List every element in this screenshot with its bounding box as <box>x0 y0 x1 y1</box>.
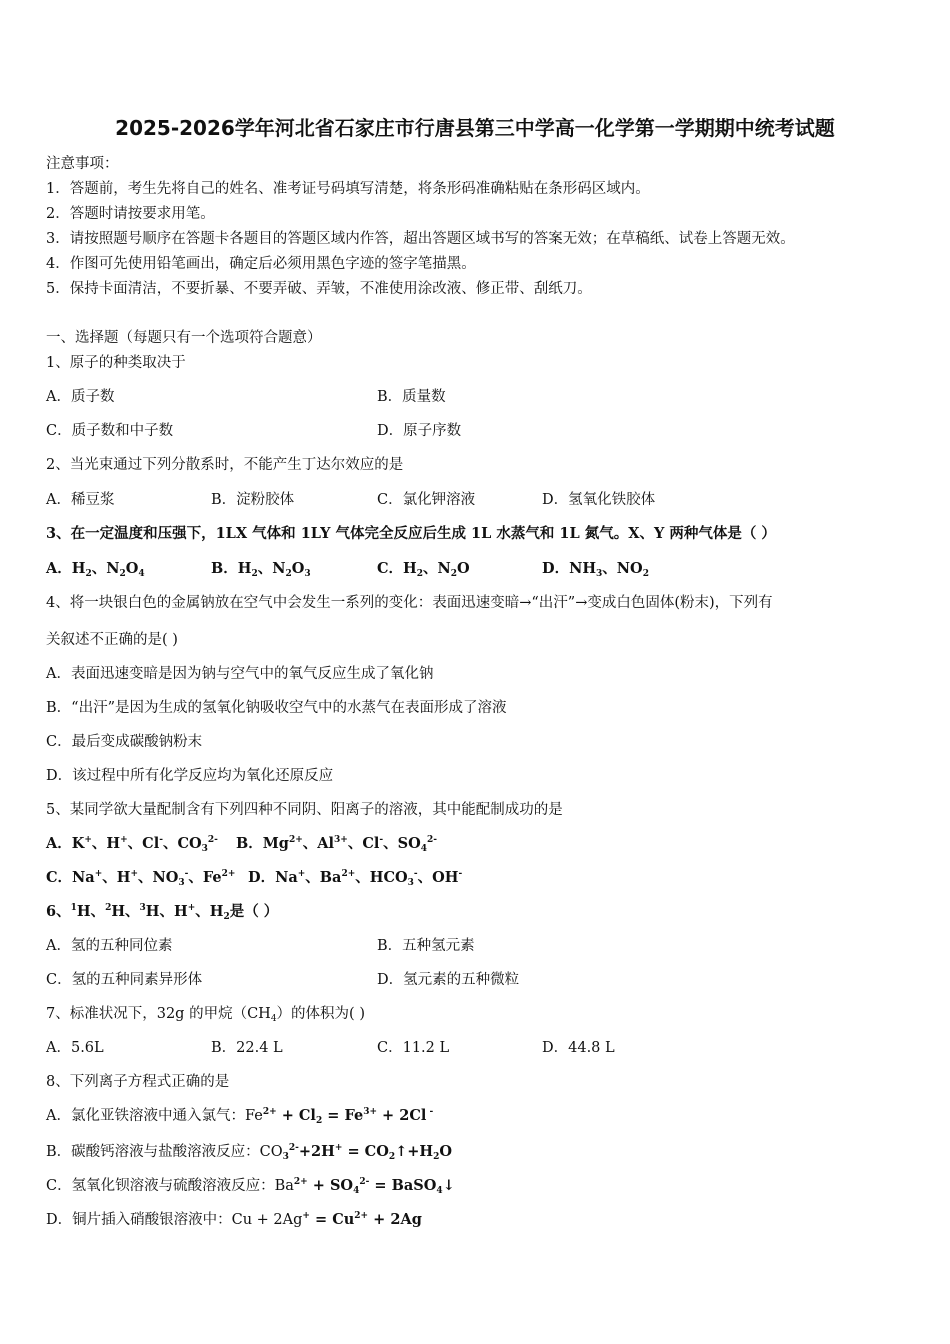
q6-option-c: C．氢的五种同素异形体 <box>46 972 203 988</box>
q8-option-a: A．氯化亚铁溶液中通入氯气：$Fe^{2+} + Cl_2 = Fe^{3+} + 2Cl$ - <box>46 1107 434 1126</box>
q6-option-a: A．氢的五种同位素 <box>46 938 173 954</box>
q4-option-c: C．最后变成碳酸钠粉末 <box>46 734 203 750</box>
q4-option-a: A．表面迅速变暗是因为钠与空气中的氧气反应生成了氧化钠 <box>46 666 434 682</box>
q7-option-b: B．22.4 L <box>211 1040 283 1056</box>
section-heading: 一、选择题（每题只有一个选项符合题意） <box>46 330 322 346</box>
notice-item: 3．请按照题号顺序在答题卡各题目的答题区域内作答，超出答题区域书写的答案无效；在草稿纸、试卷上答题无效。 <box>46 231 795 247</box>
q8-option-c: C．氢氧化钡溶液与硫酸溶液反应：$Ba^{2+} + SO_4^{2-}$ = BaSO$_4$↓ <box>46 1177 455 1196</box>
q2-option-d: D．氢氧化铁胶体 <box>542 492 656 508</box>
q7-option-a: A．5.6L <box>46 1040 104 1056</box>
question-5-stem: 5、某同学欲大量配制含有下列四种不同阴、阳离子的溶液，其中能配制成功的是 <box>46 802 563 818</box>
question-2-stem: 2、当光束通过下列分散系时，不能产生丁达尔效应的是 <box>46 457 404 473</box>
question-1-stem: 1、原子的种类取决于 <box>46 355 186 371</box>
notice-item: 4．作图可先使用铅笔画出，确定后必须用黑色字迹的签字笔描黑。 <box>46 256 476 272</box>
q5-option-c: C．Na+、H+、$NO_3^-$、$Fe^{2+}$ <box>46 869 236 888</box>
q1-option-b: B．质量数 <box>377 389 446 405</box>
q5-option-d: D．Na+、$Ba^{2+}$、$HCO_3^-$、OH- <box>248 869 463 888</box>
notice-item: 2．答题时请按要求用笔。 <box>46 206 215 222</box>
q4-option-b: B．“出汗”是因为生成的氢氧化钠吸收空气中的水蒸气在表面形成了溶液 <box>46 700 507 716</box>
q7-option-d: D．44.8 L <box>542 1040 615 1056</box>
page-title: 2025-2026学年河北省石家庄市行唐县第三中学高一化学第一学期期中统考试题 <box>115 116 835 140</box>
q5-option-b: B．$Mg^{2+}$、$Al^{3+}$、Cl-、$SO_4^{2-}$ <box>236 835 438 854</box>
q3-option-c: C．$H_2$、$N_2O$ <box>377 560 470 579</box>
q6-option-b: B．五种氢元素 <box>377 938 475 954</box>
question-3-stem: 3、在一定温度和压强下，1LX 气体和 1LY 气体完全反应后生成 1L 水蒸气和 1L 氮气。X、Y 两种气体是（ ） <box>46 525 776 542</box>
q3-option-a: A．$H_2$、$N_2O_4$ <box>46 560 145 579</box>
q4-option-d: D．该过程中所有化学反应均为氧化还原反应 <box>46 768 334 784</box>
question-4-stem: 4、将一块银白色的金属钠放在空气中会发生一系列的变化：表面迅速变暗→“出汗”→变成白色固体(粉末)，下列有 <box>46 595 773 611</box>
q6-option-d: D．氢元素的五种微粒 <box>377 972 520 988</box>
q3-option-d: D．$NH_3$、$NO_2$ <box>542 560 649 579</box>
q1-option-c: C．质子数和中子数 <box>46 423 174 439</box>
question-4-stem-cont: 关叙述不正确的是( ) <box>46 632 178 648</box>
q5-option-a: A．K+、H+、Cl-、$CO_3^{2-}$ <box>46 835 218 854</box>
q1-option-a: A．质子数 <box>46 389 115 405</box>
q2-option-c: C．氯化钾溶液 <box>377 492 476 508</box>
q2-option-b: B．淀粉胶体 <box>211 492 295 508</box>
q8-option-b: B．碳酸钙溶液与盐酸溶液反应：$CO_3^{2-}+2H^+$ = $CO_2↑+H_2O$ <box>46 1143 452 1162</box>
q1-option-d: D．原子序数 <box>377 423 462 439</box>
q8-option-d: D．铜片插入硝酸银溶液中：$Cu + 2Ag^+ = Cu^{2+} + 2Ag$ <box>46 1211 422 1228</box>
notice-heading: 注意事项： <box>46 156 119 172</box>
question-7-stem: 7、标准状况下，32g 的甲烷$(CH_4)$的体积为( ) <box>46 1006 365 1024</box>
q3-option-b: B．$H_2$、$N_2O_3$ <box>211 560 311 579</box>
notice-item: 5．保持卡面清洁，不要折暴、不要弄破、弄皱，不准使用涂改液、修正带、刮纸刀。 <box>46 281 592 297</box>
question-6-stem: 6、$^1$H、$^2$H、$^3$H、H+、$H_2$是（ ） <box>46 903 279 922</box>
q2-option-a: A．稀豆浆 <box>46 492 115 508</box>
notice-item: 1．答题前，考生先将自己的姓名、准考证号码填写清楚，将条形码准确粘贴在条形码区域内。 <box>46 181 650 197</box>
question-8-stem: 8、下列离子方程式正确的是 <box>46 1074 230 1090</box>
q7-option-c: C．11.2 L <box>377 1040 450 1056</box>
